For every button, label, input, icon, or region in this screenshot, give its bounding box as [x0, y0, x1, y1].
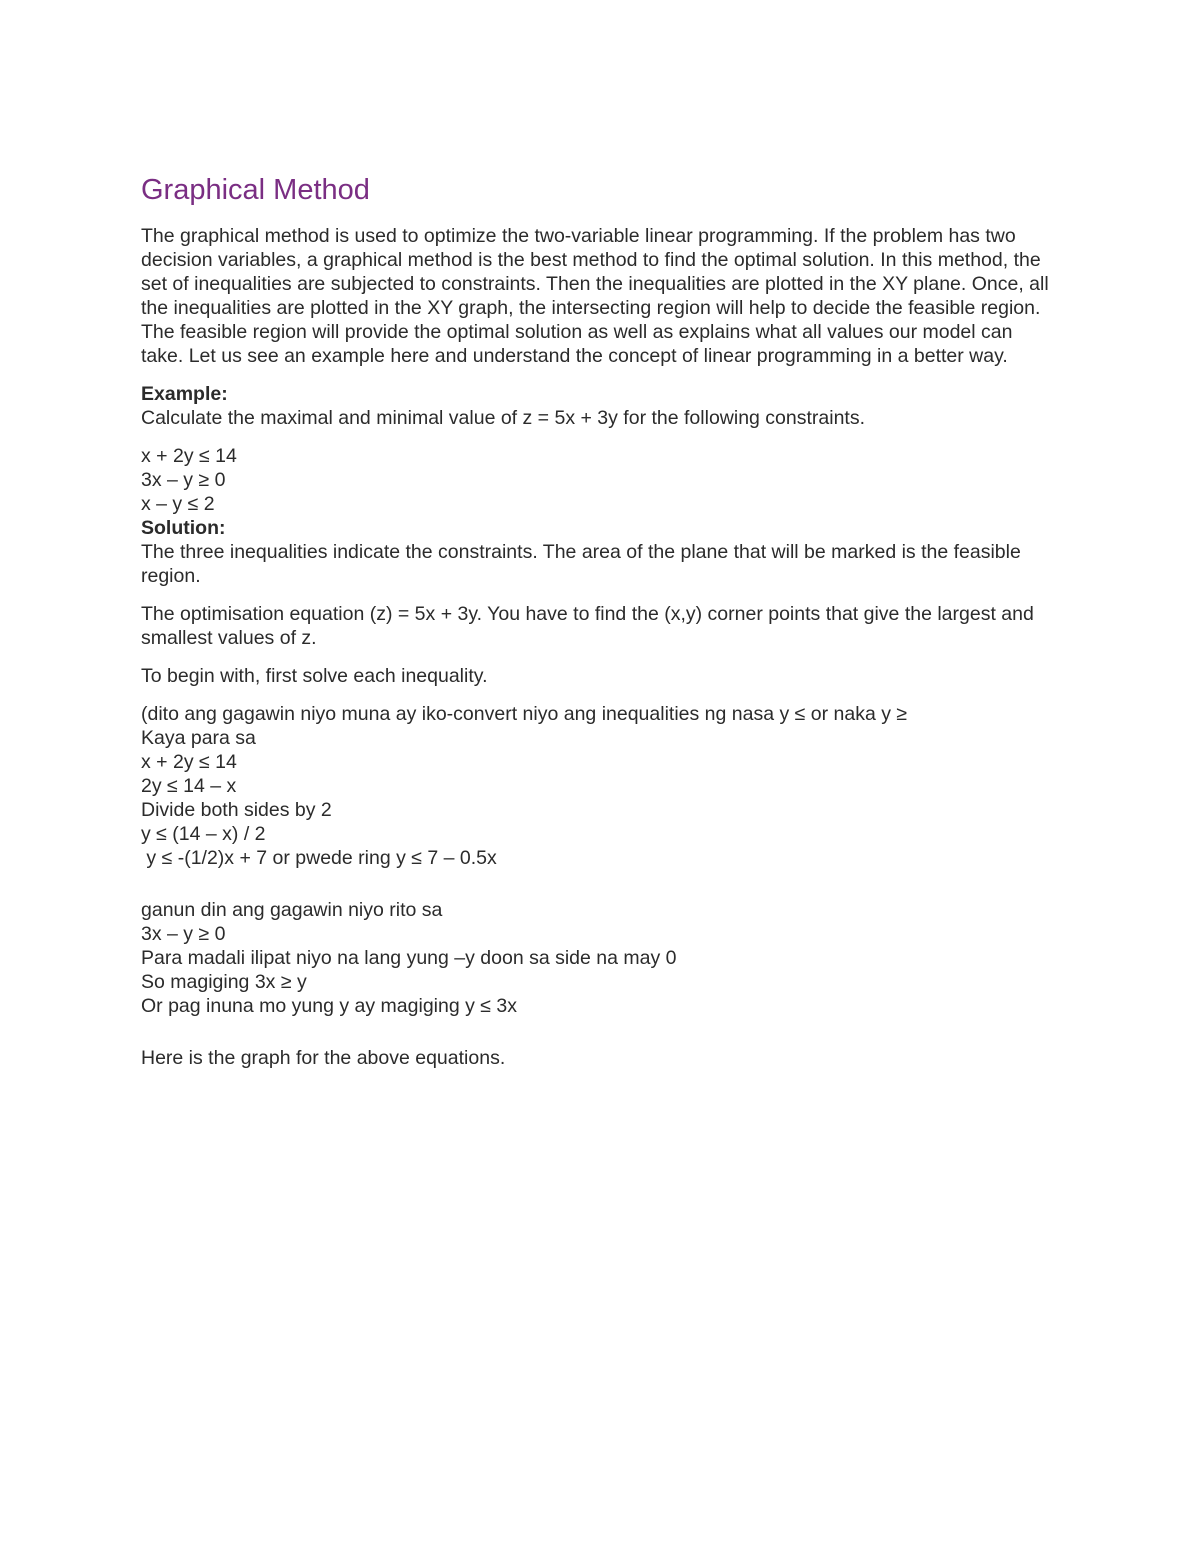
constraint-line: x – y ≤ 2 — [141, 493, 215, 515]
step-line: (dito ang gagawin niyo muna ay iko-convert niyo ang inequalities ng nasa y ≤ or naka y ≥ — [141, 703, 908, 725]
step-line: 3x – y ≥ 0 — [141, 923, 226, 945]
spacer — [141, 870, 1056, 898]
constraint-line: 3x – y ≥ 0 — [141, 469, 226, 491]
step-line: Divide both sides by 2 — [141, 799, 332, 821]
intro-paragraph: The graphical method is used to optimize the two-variable linear programming. If the problem has two decision variables, a graphical method is the best method to find the optimal solution. In this method, the set of inequalities are subjected to constraints. Then the inequalities are plotted in the XY plane. Once, all the inequalities are plotted in the XY graph, the intersecting region will help to decide the feasible region. The feasible region will provide the optimal solution as well as explains what all values our model can take. Let us see an example here and understand the concept of linear programming in a better way. — [141, 225, 1049, 367]
step-line: y ≤ -(1/2)x + 7 or pwede ring y ≤ 7 – 0.5x — [141, 847, 497, 869]
solution-paragraph: The optimisation equation (z) = 5x + 3y. You have to find the (x,y) corner points that give the largest and smallest values of z. — [141, 603, 1034, 649]
step-line: Or pag inuna mo yung y ay magiging y ≤ 3x — [141, 995, 517, 1017]
step-line: y ≤ (14 – x) / 2 — [141, 823, 266, 845]
step-line: 2y ≤ 14 – x — [141, 775, 237, 797]
step-line: Kaya para sa — [141, 727, 256, 749]
constraint-line: x + 2y ≤ 14 — [141, 445, 237, 467]
spacer — [141, 1018, 1056, 1046]
solution-paragraph: The three inequalities indicate the constraints. The area of the plane that will be marked is the feasible region. — [141, 541, 1021, 587]
graph-note: Here is the graph for the above equations. — [141, 1047, 506, 1069]
step-line: x + 2y ≤ 14 — [141, 751, 237, 773]
solution-heading: Solution: — [141, 517, 226, 539]
page-title: Graphical Method — [141, 174, 370, 206]
step-line: Para madali ilipat niyo na lang yung –y doon sa side na may 0 — [141, 947, 677, 969]
step-line: So magiging 3x ≥ y — [141, 971, 307, 993]
step-line: ganun din ang gagawin niyo rito sa — [141, 899, 443, 921]
example-heading: Example: — [141, 383, 228, 405]
example-text: Calculate the maximal and minimal value of z = 5x + 3y for the following constraints. — [141, 407, 866, 429]
solution-paragraph: To begin with, first solve each inequality. — [141, 665, 488, 687]
document-page — [141, 172, 1056, 1070]
